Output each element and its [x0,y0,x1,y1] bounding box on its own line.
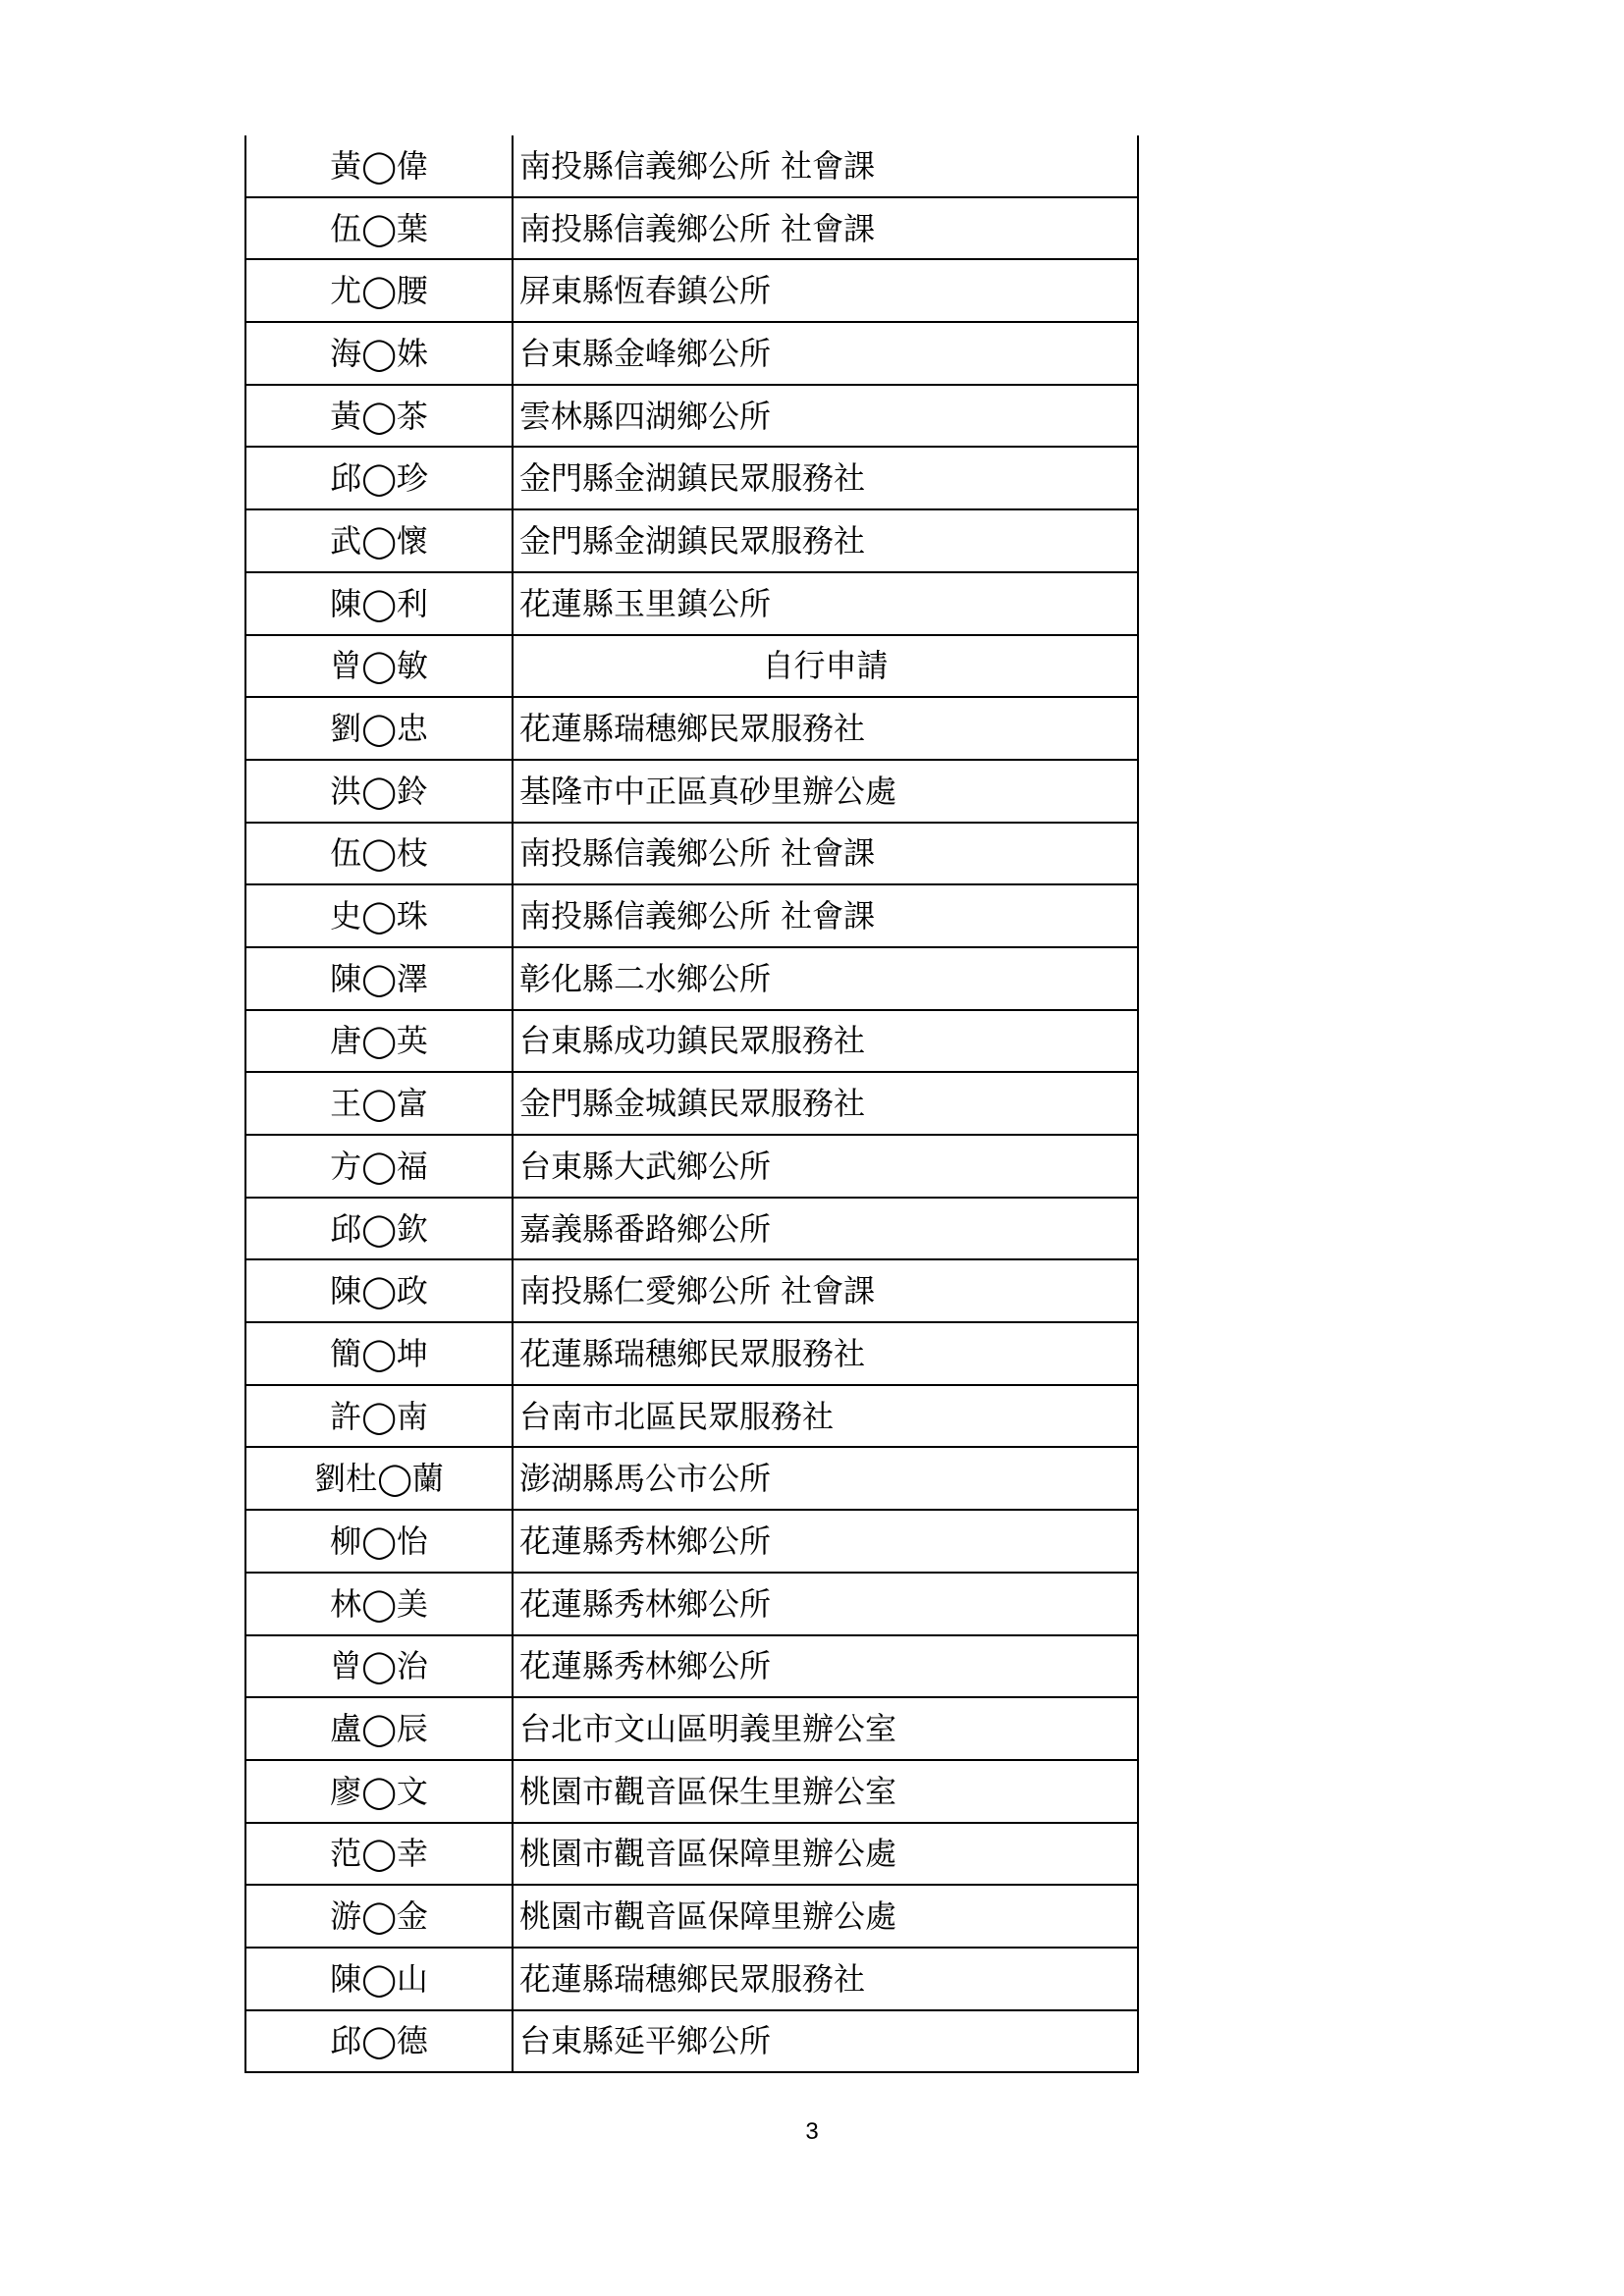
organization-cell: 花蓮縣瑞穗鄉民眾服務社 [513,1322,1138,1385]
organization-cell: 基隆市中正區真砂里辦公處 [513,760,1138,823]
person-name-cell: 許◯南 [245,1385,513,1448]
organization-cell: 花蓮縣瑞穗鄉民眾服務社 [513,697,1138,760]
table-row [245,135,1138,197]
person-name-cell: 陳◯利 [245,572,513,635]
person-name-cell: 伍◯葉 [245,197,513,260]
table-row [245,1760,1138,1823]
organization-cell: 南投縣仁愛鄉公所 社會課 [513,1259,1138,1322]
organization-cell: 花蓮縣秀林鄉公所 [513,1510,1138,1573]
person-name-cell: 邱◯欽 [245,1198,513,1260]
organization-cell: 台東縣金峰鄉公所 [513,322,1138,385]
person-name-cell: 簡◯坤 [245,1322,513,1385]
table-row [245,385,1138,448]
table-row [245,1697,1138,1760]
organization-cell: 花蓮縣秀林鄉公所 [513,1573,1138,1635]
person-name-cell: 陳◯山 [245,1948,513,2010]
person-name-cell: 洪◯鈴 [245,760,513,823]
roster-table-body [245,135,1138,2072]
organization-cell: 南投縣信義鄉公所 社會課 [513,884,1138,947]
person-name-cell: 林◯美 [245,1573,513,1635]
organization-cell: 彰化縣二水鄉公所 [513,947,1138,1010]
person-name-cell: 邱◯珍 [245,447,513,509]
person-name-cell: 游◯金 [245,1885,513,1948]
organization-cell: 台東縣延平鄉公所 [513,2010,1138,2073]
table-row [245,197,1138,260]
organization-cell: 自行申請 [513,635,1138,698]
table-row [245,1010,1138,1073]
person-name-cell: 盧◯辰 [245,1697,513,1760]
table-row [245,1259,1138,1322]
table-row [245,572,1138,635]
table-row [245,697,1138,760]
organization-cell: 桃園市觀音區保生里辦公室 [513,1760,1138,1823]
person-name-cell: 史◯珠 [245,884,513,947]
table-row [245,947,1138,1010]
table-row [245,1072,1138,1135]
table-row [245,760,1138,823]
person-name-cell: 陳◯政 [245,1259,513,1322]
person-name-cell: 黃◯偉 [245,135,513,197]
person-name-cell: 曾◯敏 [245,635,513,698]
organization-cell: 南投縣信義鄉公所 社會課 [513,823,1138,885]
person-name-cell: 海◯姝 [245,322,513,385]
organization-cell: 花蓮縣瑞穗鄉民眾服務社 [513,1948,1138,2010]
organization-cell: 台東縣大武鄉公所 [513,1135,1138,1198]
table-row [245,509,1138,572]
organization-cell: 台南市北區民眾服務社 [513,1385,1138,1448]
organization-cell: 嘉義縣番路鄉公所 [513,1198,1138,1260]
person-name-cell: 陳◯澤 [245,947,513,1010]
person-name-cell: 方◯福 [245,1135,513,1198]
organization-cell: 雲林縣四湖鄉公所 [513,385,1138,448]
organization-cell: 澎湖縣馬公市公所 [513,1447,1138,1510]
person-name-cell: 邱◯德 [245,2010,513,2073]
table-row [245,1135,1138,1198]
organization-cell: 台東縣成功鎮民眾服務社 [513,1010,1138,1073]
person-name-cell: 王◯富 [245,1072,513,1135]
table-row [245,322,1138,385]
table-row [245,1948,1138,2010]
organization-cell: 花蓮縣玉里鎮公所 [513,572,1138,635]
table-row [245,823,1138,885]
table-row [245,635,1138,698]
organization-cell: 桃園市觀音區保障里辦公處 [513,1823,1138,1886]
organization-cell: 桃園市觀音區保障里辦公處 [513,1885,1138,1948]
table-row [245,1322,1138,1385]
person-name-cell: 武◯懷 [245,509,513,572]
table-row [245,1447,1138,1510]
table-row [245,1635,1138,1698]
page-number: 3 [805,2118,819,2145]
table-row [245,259,1138,322]
organization-cell: 花蓮縣秀林鄉公所 [513,1635,1138,1698]
table-row [245,1510,1138,1573]
person-name-cell: 廖◯文 [245,1760,513,1823]
table-row [245,1823,1138,1886]
table-row [245,2010,1138,2073]
table-row [245,1885,1138,1948]
organization-cell: 台北市文山區明義里辦公室 [513,1697,1138,1760]
person-name-cell: 唐◯英 [245,1010,513,1073]
person-name-cell: 劉杜◯蘭 [245,1447,513,1510]
organization-cell: 金門縣金城鎮民眾服務社 [513,1072,1138,1135]
organization-cell: 屏東縣恆春鎮公所 [513,259,1138,322]
table-row [245,1385,1138,1448]
organization-cell: 金門縣金湖鎮民眾服務社 [513,509,1138,572]
person-name-cell: 尤◯腰 [245,259,513,322]
organization-cell: 金門縣金湖鎮民眾服務社 [513,447,1138,509]
person-name-cell: 劉◯忠 [245,697,513,760]
person-name-cell: 黃◯茶 [245,385,513,448]
organization-cell: 南投縣信義鄉公所 社會課 [513,197,1138,260]
table-row [245,884,1138,947]
person-name-cell: 柳◯怡 [245,1510,513,1573]
organization-cell: 南投縣信義鄉公所 社會課 [513,135,1138,197]
table-row [245,1198,1138,1260]
table-row [245,1573,1138,1635]
person-name-cell: 伍◯枝 [245,823,513,885]
table-row [245,447,1138,509]
roster-table [244,135,1139,2073]
person-name-cell: 曾◯治 [245,1635,513,1698]
person-name-cell: 范◯幸 [245,1823,513,1886]
